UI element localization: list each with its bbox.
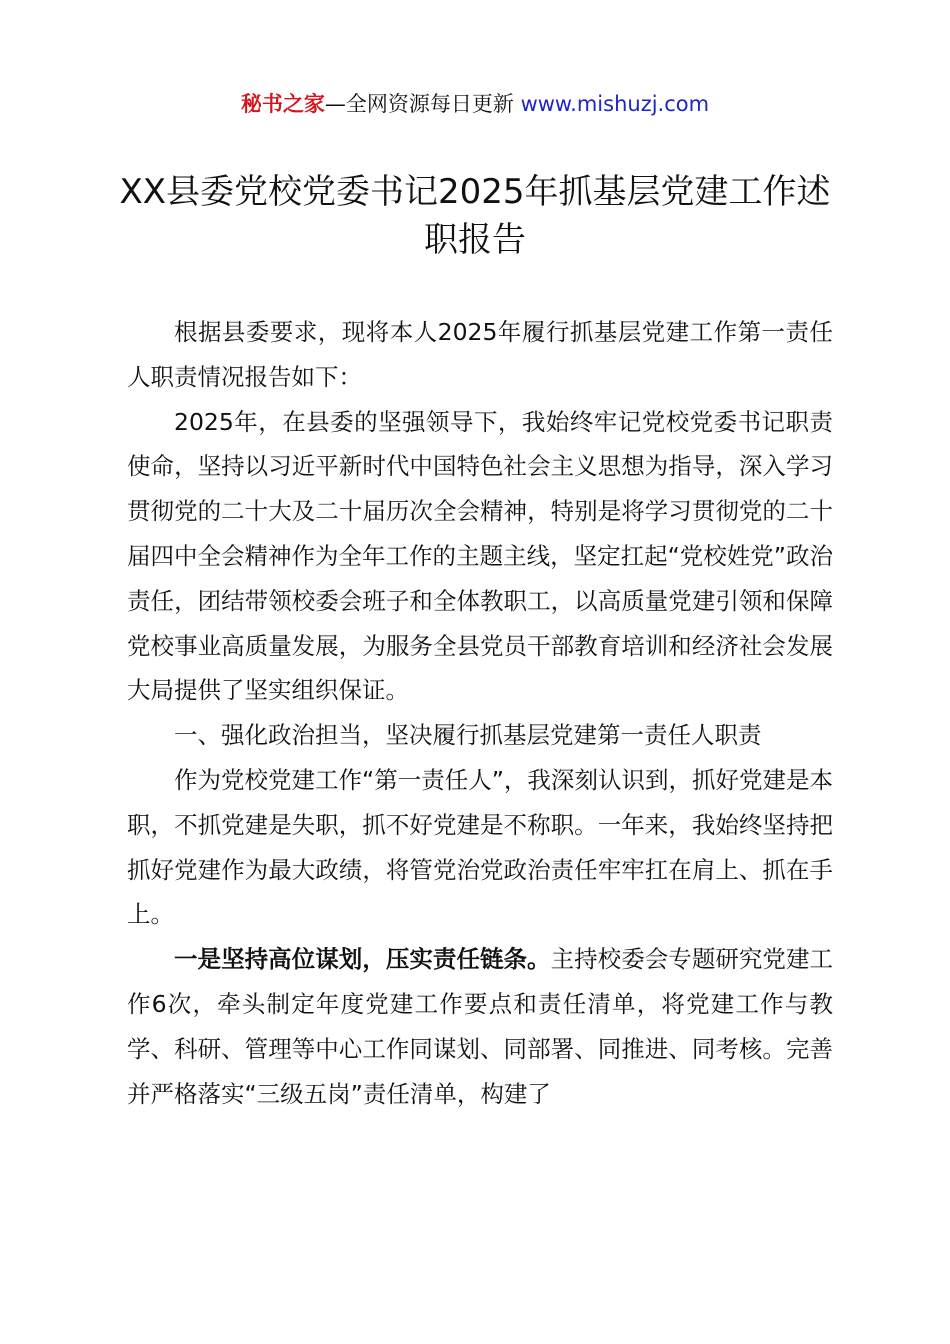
- brand-name: 秘书之家: [240, 92, 325, 116]
- header-tagline: —全网资源每日更新: [324, 92, 514, 116]
- site-url-link[interactable]: www.mishuzj.com: [520, 92, 710, 116]
- paragraph-responsibility: 作为党校党建工作“第一责任人”，我深刻认识到，抓好党建是本职，不抓党建是失职，抓不好党建是不称职。一年来，我始终坚持把抓好党建作为最大政绩，将管党治党政治责任牢牢扛在肩上、抓在手上。: [127, 765, 833, 929]
- document-body: [127, 310, 833, 1116]
- site-header: [0, 86, 950, 122]
- point-1-text: 主持校委会专题研究党建工作6次，牵头制定年度党建工作要点和责任清单，将党建工作与教学、科研、管理等中心工作同谋划、同部署、同推进、同考核。完善并严格落实“三级五岗”责任清单，构建了: [127, 945, 834, 1108]
- document-title: XX县委党校党委书记2025年抓基层党建工作述职报告: [119, 172, 831, 260]
- paragraph-point-1: [127, 937, 833, 1116]
- point-1-lead: 一是坚持高位谋划，压实责任链条。: [174, 945, 551, 974]
- paragraph-summary: 2025年，在县委的坚强领导下，我始终牢记党校党委书记职责使命，坚持以习近平新时代中国特色社会主义思想为指导，深入学习贯彻党的二十大及二十届历次全会精神，特别是将学习贯彻党的二十届四中全会精神作为全年工作的主题主线，坚定扛起“党校姓党”政治责任，团结带领校委会班子和全体教职工，以高质量党建引领和保障党校事业高质量发展，为服务全县党员干部教育培训和经济社会发展大局提供了坚实组织保证。: [127, 407, 833, 705]
- section-heading-1: 一、强化政治担当，坚决履行抓基层党建第一责任人职责: [174, 721, 762, 750]
- paragraph-intro: 根据县委要求，现将本人2025年履行抓基层党建工作第一责任人职责情况报告如下：: [127, 318, 833, 391]
